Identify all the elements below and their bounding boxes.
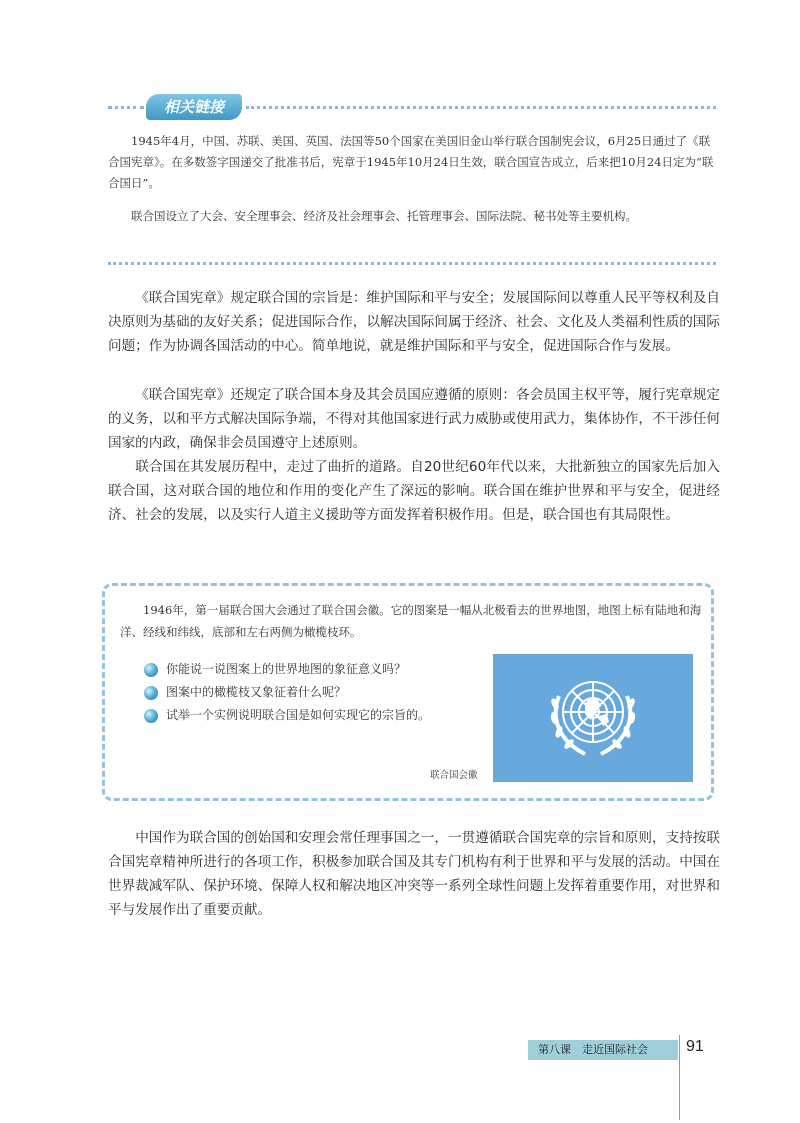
un-emblem-image — [493, 654, 693, 782]
globe-bullet-icon — [144, 663, 158, 677]
related-links-top-divider — [108, 106, 144, 109]
globe-bullet-icon — [144, 709, 158, 723]
body-paragraph-china-role: 中国作为联合国的创始国和安理会常任理事国之一，一贯遵循联合国宪章的宗旨和原则，支持按联合国宪章精神所进行的各项工作，积极参加联合国及其专门机构有利于世界和平与发展的活动。中国在世界裁减军队、保护环境、保障人权和解决地区冲突等一系列全球性问题上发挥着重要作用，对世界和平与发展作出了重要贡献。 — [108, 830, 720, 918]
un-emblem-icon — [493, 654, 693, 782]
related-links-bottom-divider — [108, 262, 716, 265]
body-paragraph-charter-purposes: 《联合国宪章》规定联合国的宗旨是：维护国际和平与安全；发展国际间以尊重人民平等权利及自决原则为基础的友好关系；促进国际合作，以解决国际间属于经济、社会、文化及人类福利性质的国际问题；作为协调各国活动的中心。简单地说，就是维护国际和平与安全，促进国际合作与发展。 — [108, 290, 720, 354]
footer-lesson-title: 第八课 走近国际社会 — [528, 1040, 678, 1060]
question-text: 图案中的橄榄枝又象征着什么呢？ — [166, 685, 347, 699]
globe-bullet-icon — [144, 686, 158, 700]
body-paragraph-charter-principles: 《联合国宪章》还规定了联合国本身及其会员国应遵循的原则：各会员国主权平等，履行宪章规定的义务，以和平方式解决国际争端，不得对其他国家进行武力威胁或使用武力，集体协作，不干涉任何国家的内政，确保非会员国遵守上述原则。 — [108, 387, 720, 451]
footer-divider — [679, 1035, 680, 1120]
related-links-paragraph-1: 1945年4月，中国、苏联、美国、英国、法国等50个国家在美国旧金山举行联合国制宪会议，6月25日通过了《联合国宪章》。在多数签字国递交了批准书后，宪章于1945年10月24日生效，联合国宣告成立，后来把10月24日定为“联合国日”。 — [108, 134, 714, 190]
question-list — [144, 658, 430, 727]
image-caption: 联合国会徽 — [430, 770, 478, 781]
question-text: 试举一个实例说明联合国是如何实现它的宗旨的。 — [166, 708, 431, 722]
page-number: 91 — [686, 1038, 704, 1055]
list-item — [144, 681, 430, 704]
related-links-top-divider-right — [246, 106, 716, 109]
list-item — [144, 658, 430, 681]
related-links-label: 相关链接 — [146, 94, 242, 120]
related-links-paragraph-2: 联合国设立了大会、安全理事会、经济及社会理事会、托管理事会、国际法院、秘书处等主要机构。 — [131, 209, 637, 223]
list-item — [144, 704, 430, 727]
activity-description: 1946年，第一届联合国大会通过了联合国会徽。它的图案是一幅从北极看去的世界地图，地图上标有陆地和海洋、经线和纬线，底部和左右两侧为橄榄枝环。 — [120, 603, 702, 639]
body-paragraph-un-history: 联合国在其发展历程中，走过了曲折的道路。自20世纪60年代以来，大批新独立的国家先后加入联合国，这对联合国的地位和作用的变化产生了深远的影响。联合国在维护世界和平与安全，促进经济、社会的发展，以及实行人道主义援助等方面发挥着积极作用。但是，联合国也有其局限性。 — [108, 459, 720, 523]
question-text: 你能说一说图案上的世界地图的象征意义吗？ — [166, 662, 407, 676]
